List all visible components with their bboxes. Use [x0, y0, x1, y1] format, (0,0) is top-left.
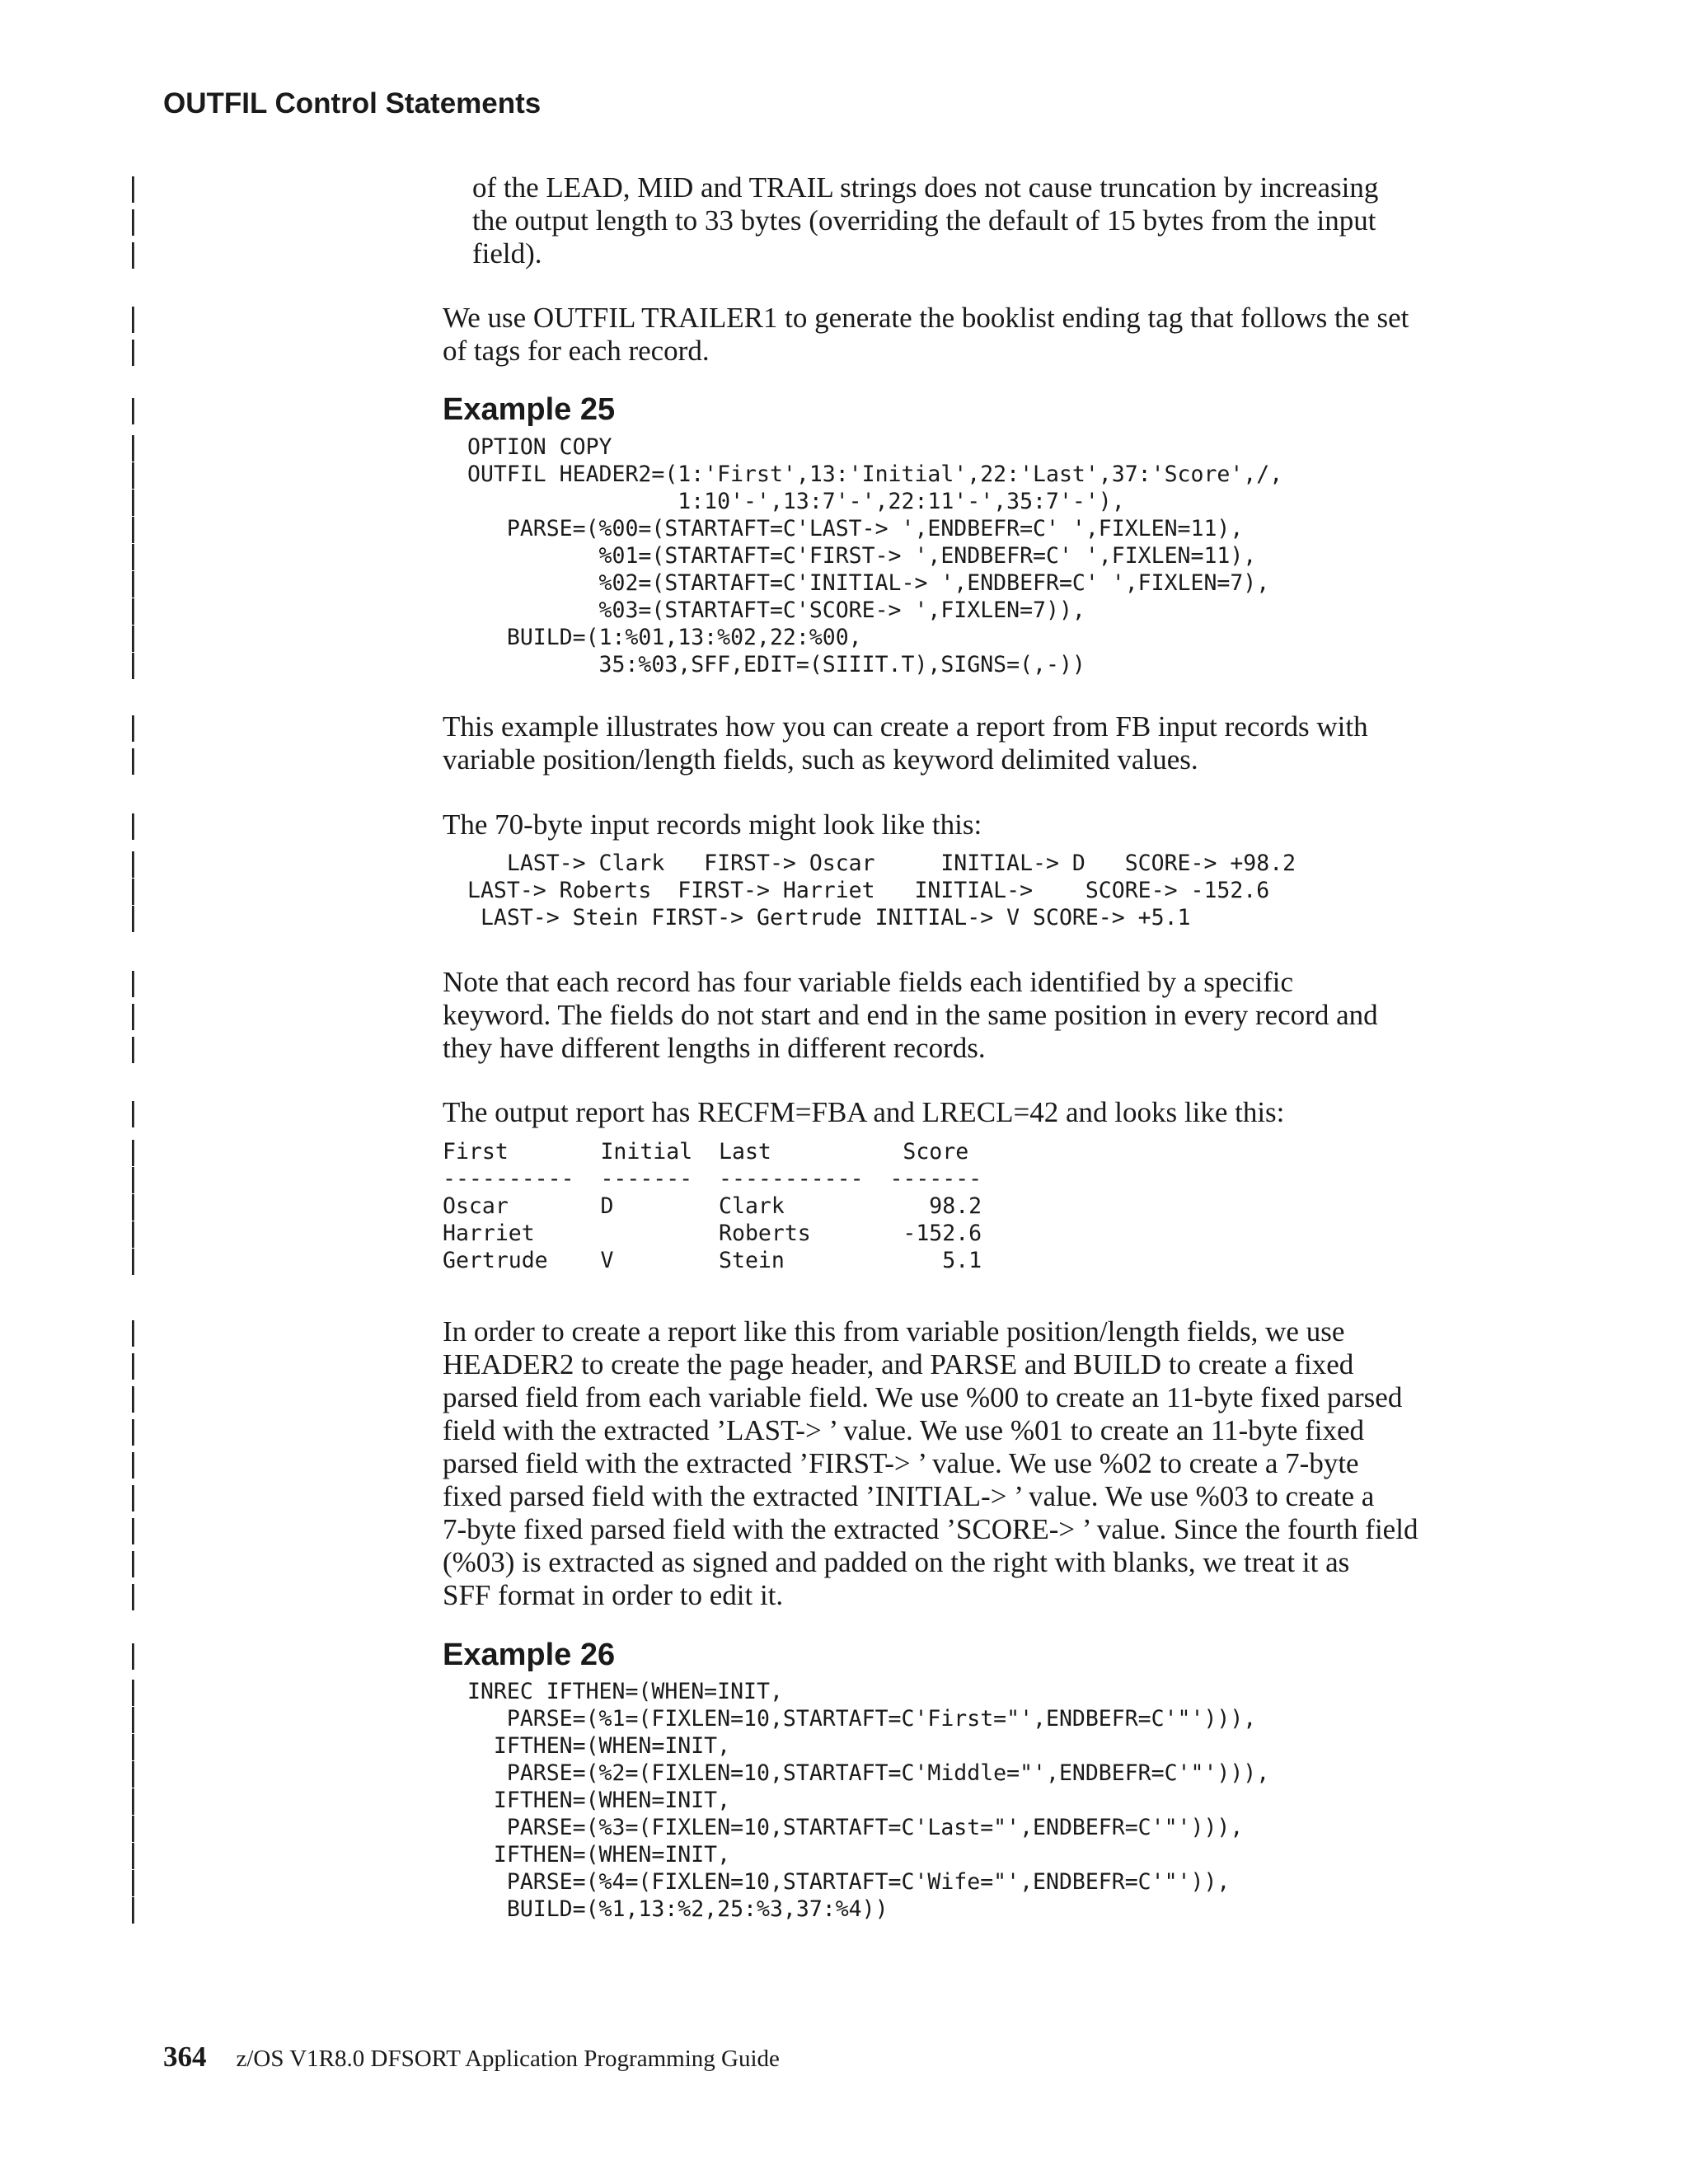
code-line: 1:10'-',13:7'-',22:11'-',35:7'-'),	[467, 489, 1125, 514]
code-ex26	[467, 1678, 1482, 1923]
revision-bar: |	[129, 1097, 137, 1128]
revision-bar: |	[129, 1448, 137, 1479]
revision-bars	[129, 1315, 139, 1612]
revision-bar: |	[129, 1703, 137, 1734]
revision-bar: |	[129, 1893, 137, 1924]
revision-bar: |	[129, 621, 137, 653]
code-input	[467, 850, 1482, 931]
code-line: PARSE=(%4=(FIXLEN=10,STARTAFT=C'Wife="',ENDBEFR=C'"')),	[467, 1869, 1231, 1895]
code-line: First Initial Last Score	[443, 1139, 969, 1165]
revision-bar: |	[129, 431, 137, 462]
text-line: (%03) is extracted as signed and padded on the right with blanks, we treat it as	[443, 1546, 1350, 1578]
revision-bars	[129, 1096, 139, 1129]
revision-bar: |	[129, 649, 137, 680]
revision-bar: |	[129, 874, 137, 906]
revision-bar: |	[129, 513, 137, 544]
code-line: Harriet Roberts -152.6	[443, 1221, 982, 1246]
revision-bar: |	[129, 711, 137, 743]
p-illustrates	[443, 710, 1482, 776]
code-line: IFTHEN=(WHEN=INIT,	[467, 1788, 731, 1813]
revision-bar: |	[129, 1839, 137, 1870]
revision-bar: |	[129, 967, 137, 998]
running-header: OUTFIL Control Statements	[163, 87, 542, 120]
revision-bars	[129, 710, 139, 776]
revision-bar: |	[129, 1349, 137, 1380]
revision-bar: |	[129, 1730, 137, 1761]
text-line: HEADER2 to create the page header, and PARSE and BUILD to create a fixed	[443, 1348, 1354, 1380]
text-line: 7-byte fixed parsed field with the extracted ’SCORE-> ’ value. Since the fourth field	[443, 1513, 1418, 1545]
revision-bar: |	[129, 1190, 137, 1221]
code-line: LAST-> Clark FIRST-> Oscar INITIAL-> D SCORE-> +98.2	[467, 851, 1296, 876]
code-line: OPTION COPY	[467, 434, 612, 460]
revision-bar: |	[129, 1547, 137, 1578]
revision-bar: |	[129, 238, 137, 269]
text-line: variable position/length fields, such as keyword delimited values.	[443, 743, 1198, 776]
book-title: z/OS V1R8.0 DFSORT Application Programming Guide	[236, 2046, 780, 2072]
text-line: The output report has RECFM=FBA and LRECL=42 and looks like this:	[443, 1096, 1285, 1128]
text-line: In order to create a report like this from variable position/length fields, we use	[443, 1315, 1345, 1347]
code-line: IFTHEN=(WHEN=INIT,	[467, 1842, 731, 1868]
revision-bars	[129, 393, 139, 426]
p-trailer	[443, 302, 1482, 368]
revision-bar: |	[129, 1316, 137, 1347]
code-line: IFTHEN=(WHEN=INIT,	[467, 1733, 731, 1759]
revision-bar: |	[129, 594, 137, 626]
text-line: Note that each record has four variable fields each identified by a specific	[443, 966, 1294, 998]
text-line: fixed parsed field with the extracted ’INITIAL-> ’ value. We use %03 to create a	[443, 1480, 1375, 1512]
revision-bars	[129, 431, 139, 680]
revision-bars	[129, 171, 139, 270]
revision-bar: |	[129, 394, 137, 425]
revision-bar: |	[129, 205, 137, 237]
code-line: LAST-> Stein FIRST-> Gertrude INITIAL-> V SCORE-> +5.1	[467, 905, 1191, 930]
revision-bar: |	[129, 1033, 137, 1064]
h-ex25	[443, 393, 1482, 426]
text-line: they have different lengths in different records.	[443, 1032, 986, 1064]
text-line: The 70-byte input records might look like this:	[443, 808, 982, 841]
code-line: PARSE=(%1=(FIXLEN=10,STARTAFT=C'First="',ENDBEFR=C'"'))),	[467, 1706, 1257, 1732]
revision-bar: |	[129, 1811, 137, 1843]
revision-bar: |	[129, 1244, 137, 1276]
p-note	[443, 966, 1482, 1065]
revision-bars	[129, 1138, 139, 1274]
revision-bar: |	[129, 1000, 137, 1031]
revision-bar: |	[129, 302, 137, 334]
page-number: 364	[163, 2041, 207, 2073]
text-line: the output length to 33 bytes (overriding the default of 15 bytes from the input	[472, 204, 1376, 237]
page-footer	[163, 2041, 780, 2074]
code-line: BUILD=(1:%01,13:%02,22:%00,	[467, 625, 862, 650]
revision-bar: |	[129, 335, 137, 367]
code-line: Oscar D Clark 98.2	[443, 1193, 982, 1219]
revision-bars	[129, 1675, 139, 1924]
text-line: of tags for each record.	[443, 335, 710, 367]
code-line: PARSE=(%2=(FIXLEN=10,STARTAFT=C'Middle="',ENDBEFR=C'"'))),	[467, 1760, 1270, 1786]
revision-bar: |	[129, 1217, 137, 1249]
revision-bar: |	[129, 1784, 137, 1816]
revision-bar: |	[129, 744, 137, 776]
code-line: Gertrude V Stein 5.1	[443, 1248, 982, 1273]
section-heading: Example 25	[443, 392, 616, 427]
revision-bar: |	[129, 458, 137, 490]
code-report	[443, 1138, 1482, 1274]
revision-bar: |	[129, 485, 137, 517]
revision-bar: |	[129, 1481, 137, 1512]
p-lead	[472, 171, 1482, 270]
revision-bars	[129, 1638, 139, 1671]
code-line: PARSE=(%3=(FIXLEN=10,STARTAFT=C'Last="',ENDBEFR=C'"'))),	[467, 1815, 1244, 1840]
code-line: ---------- ------- ----------- -------	[443, 1166, 982, 1192]
revision-bar: |	[129, 567, 137, 598]
section-heading: Example 26	[443, 1638, 616, 1672]
revision-bar: |	[129, 1675, 137, 1707]
text-line: SFF format in order to edit it.	[443, 1579, 784, 1611]
text-line: of the LEAD, MID and TRAIL strings does not cause truncation by increasing	[472, 171, 1379, 204]
text-line: parsed field from each variable field. We use %00 to create an 11-byte fixed parsed	[443, 1381, 1403, 1413]
p-inorder	[443, 1315, 1482, 1612]
code-line: BUILD=(%1,13:%2,25:%3,37:%4))	[467, 1896, 889, 1922]
p-output	[443, 1096, 1482, 1129]
text-line: keyword. The fields do not start and end in the same position in every record and	[443, 999, 1378, 1031]
revision-bars	[129, 966, 139, 1065]
revision-bars	[129, 847, 139, 933]
code-line: 35:%03,SFF,EDIT=(SIIIT.T),SIGNS=(,-))	[467, 652, 1085, 677]
revision-bar: |	[129, 540, 137, 571]
text-line: parsed field with the extracted ’FIRST-> ’ value. We use %02 to create a 7-byte	[443, 1447, 1359, 1479]
revision-bars	[129, 808, 139, 841]
code-line: INREC IFTHEN=(WHEN=INIT,	[467, 1679, 783, 1704]
code-line: %01=(STARTAFT=C'FIRST-> ',ENDBEFR=C' ',FIXLEN=11),	[467, 543, 1257, 569]
revision-bar: |	[129, 1639, 137, 1671]
text-line: We use OUTFIL TRAILER1 to generate the booklist ending tag that follows the set	[443, 302, 1409, 334]
revision-bars	[129, 302, 139, 368]
revision-bar: |	[129, 1866, 137, 1897]
revision-bar: |	[129, 1136, 137, 1167]
revision-bar: |	[129, 902, 137, 933]
revision-bar: |	[129, 1382, 137, 1413]
text-line: field with the extracted ’LAST-> ’ value. We use %01 to create an 11-byte fixed	[443, 1414, 1365, 1446]
revision-bar: |	[129, 1580, 137, 1611]
code-line: LAST-> Roberts FIRST-> Harriet INITIAL-> SCORE-> -152.6	[467, 878, 1270, 903]
revision-bar: |	[129, 847, 137, 879]
code-line: OUTFIL HEADER2=(1:'First',13:'Initial',22:'Last',37:'Score',/,	[467, 462, 1283, 487]
text-line: field).	[472, 237, 542, 269]
revision-bar: |	[129, 1757, 137, 1788]
revision-bar: |	[129, 1163, 137, 1194]
code-line: PARSE=(%00=(STARTAFT=C'LAST-> ',ENDBEFR=C' ',FIXLEN=11),	[467, 516, 1244, 541]
revision-bar: |	[129, 809, 137, 841]
code-line: %03=(STARTAFT=C'SCORE-> ',FIXLEN=7)),	[467, 598, 1085, 623]
revision-bar: |	[129, 1514, 137, 1545]
code-ex25	[467, 434, 1482, 678]
p-70byte	[443, 808, 1482, 841]
code-line: %02=(STARTAFT=C'INITIAL-> ',ENDBEFR=C' ',FIXLEN=7),	[467, 570, 1270, 596]
revision-bar: |	[129, 172, 137, 204]
revision-bar: |	[129, 1415, 137, 1446]
text-line: This example illustrates how you can create a report from FB input records with	[443, 710, 1368, 743]
h-ex26	[443, 1638, 1482, 1671]
